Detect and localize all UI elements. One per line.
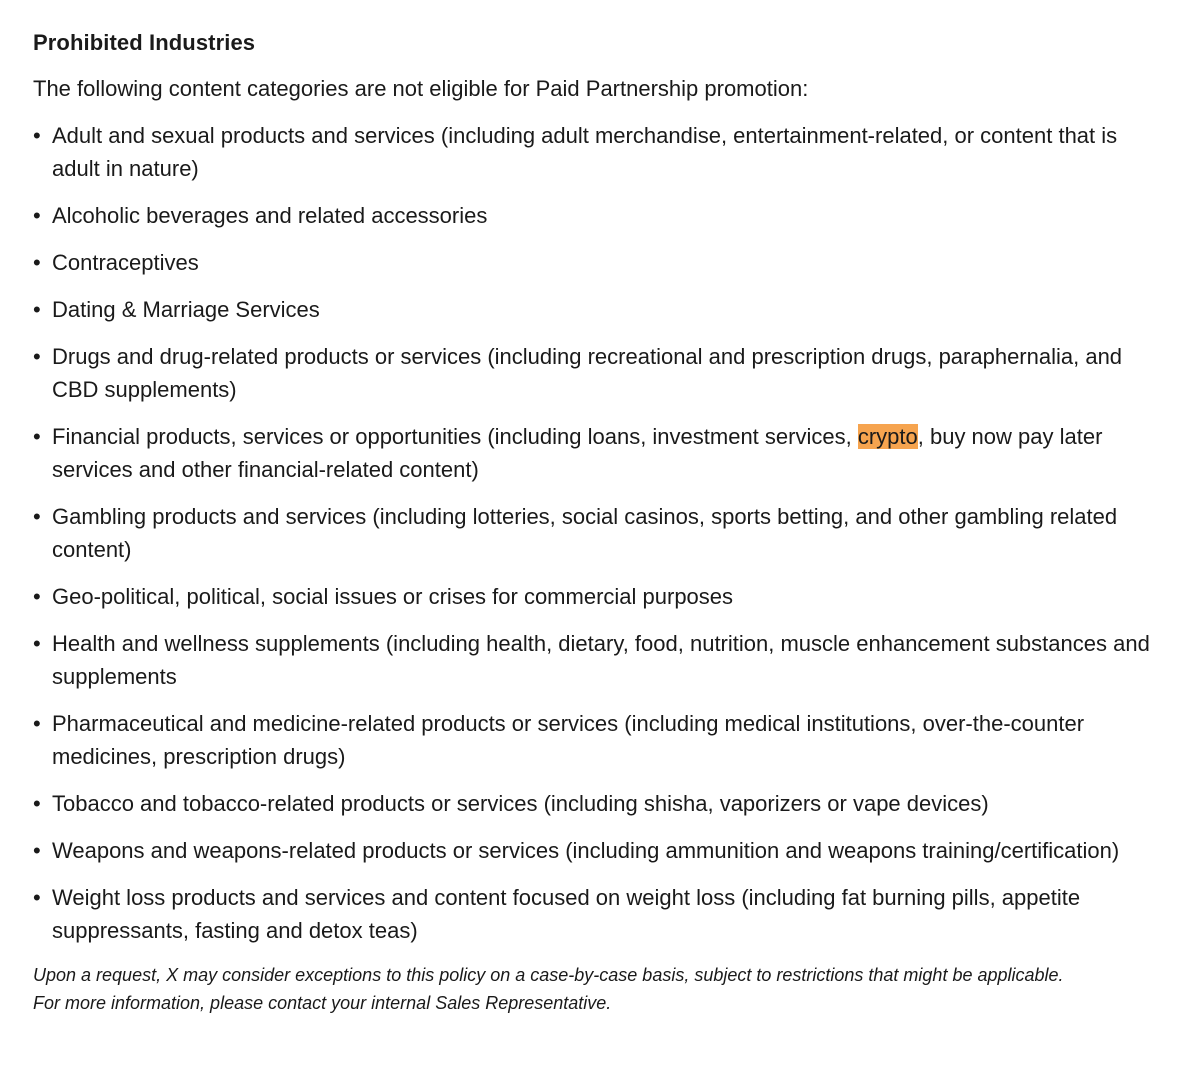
section-heading: Prohibited Industries xyxy=(33,30,256,55)
bullet-icon: • xyxy=(33,711,41,736)
list-item-text: Weight loss products and services and content focused on weight loss (including fat burning pills, appetite suppressants, fasting and detox teas) xyxy=(52,885,1081,943)
bullet-icon: • xyxy=(33,885,41,910)
list-item-text: Contraceptives xyxy=(52,250,199,275)
bullet-icon: • xyxy=(33,344,41,369)
list-item xyxy=(33,119,1160,185)
footnote-line: Upon a request, X may consider exceptions to this policy on a case-by-case basis, subject to restrictions that might be applicable. xyxy=(33,965,1064,985)
list-item xyxy=(33,420,1160,486)
intro-text: The following content categories are not eligible for Paid Partnership promotion: xyxy=(33,76,809,101)
list-item-text: Alcoholic beverages and related accessories xyxy=(52,203,488,228)
bullet-icon: • xyxy=(33,123,41,148)
list-item xyxy=(33,707,1160,773)
highlighted-term: crypto xyxy=(857,424,918,449)
list-item-text: Weapons and weapons-related products or services (including ammunition and weapons training/certification) xyxy=(52,838,1120,863)
list-item xyxy=(33,881,1160,947)
bullet-icon: • xyxy=(33,838,41,863)
bullet-icon: • xyxy=(33,631,41,656)
list-item-text: Health and wellness supplements (including health, dietary, food, nutrition, muscle enhancement substances and supplements xyxy=(52,631,1150,689)
bullet-icon: • xyxy=(33,297,41,322)
bullet-icon: • xyxy=(33,504,41,529)
bullet-icon: • xyxy=(33,424,41,449)
list-item xyxy=(33,834,1160,867)
list-item-text: Dating & Marriage Services xyxy=(52,297,320,322)
footnote-line: For more information, please contact your internal Sales Representative. xyxy=(33,993,612,1013)
list-item xyxy=(33,246,1160,279)
bullet-icon: • xyxy=(33,250,41,275)
bullet-icon: • xyxy=(33,584,41,609)
prohibited-list xyxy=(33,119,1160,947)
list-item xyxy=(33,500,1160,566)
list-item-text: Drugs and drug-related products or services (including recreational and prescription drugs, paraphernalia, and CBD supplements) xyxy=(52,344,1123,402)
bullet-icon: • xyxy=(33,791,41,816)
list-item-text: Pharmaceutical and medicine-related products or services (including medical institutions, over-the-counter medicines, prescription drugs) xyxy=(52,711,1085,769)
list-item-text: Adult and sexual products and services (including adult merchandise, entertainment-related, or content that is adult in nature) xyxy=(52,123,1118,181)
list-item xyxy=(33,787,1160,820)
list-item-text-after: , buy now pay later services and other financial-related content) xyxy=(52,424,1103,482)
list-item-text: Geo-political, political, social issues or crises for commercial purposes xyxy=(52,584,734,609)
list-item-text-before: Financial products, services or opportunities (including loans, investment services, xyxy=(52,424,858,449)
list-item xyxy=(33,627,1160,693)
list-item xyxy=(33,580,1160,613)
list-item-text: Gambling products and services (including lotteries, social casinos, sports betting, and other gambling related content) xyxy=(52,504,1118,562)
bullet-icon: • xyxy=(33,203,41,228)
footnote xyxy=(33,961,1160,1017)
list-item-text: Tobacco and tobacco-related products or services (including shisha, vaporizers or vape devices) xyxy=(52,791,989,816)
list-item xyxy=(33,199,1160,232)
list-item xyxy=(33,340,1160,406)
list-item xyxy=(33,293,1160,326)
